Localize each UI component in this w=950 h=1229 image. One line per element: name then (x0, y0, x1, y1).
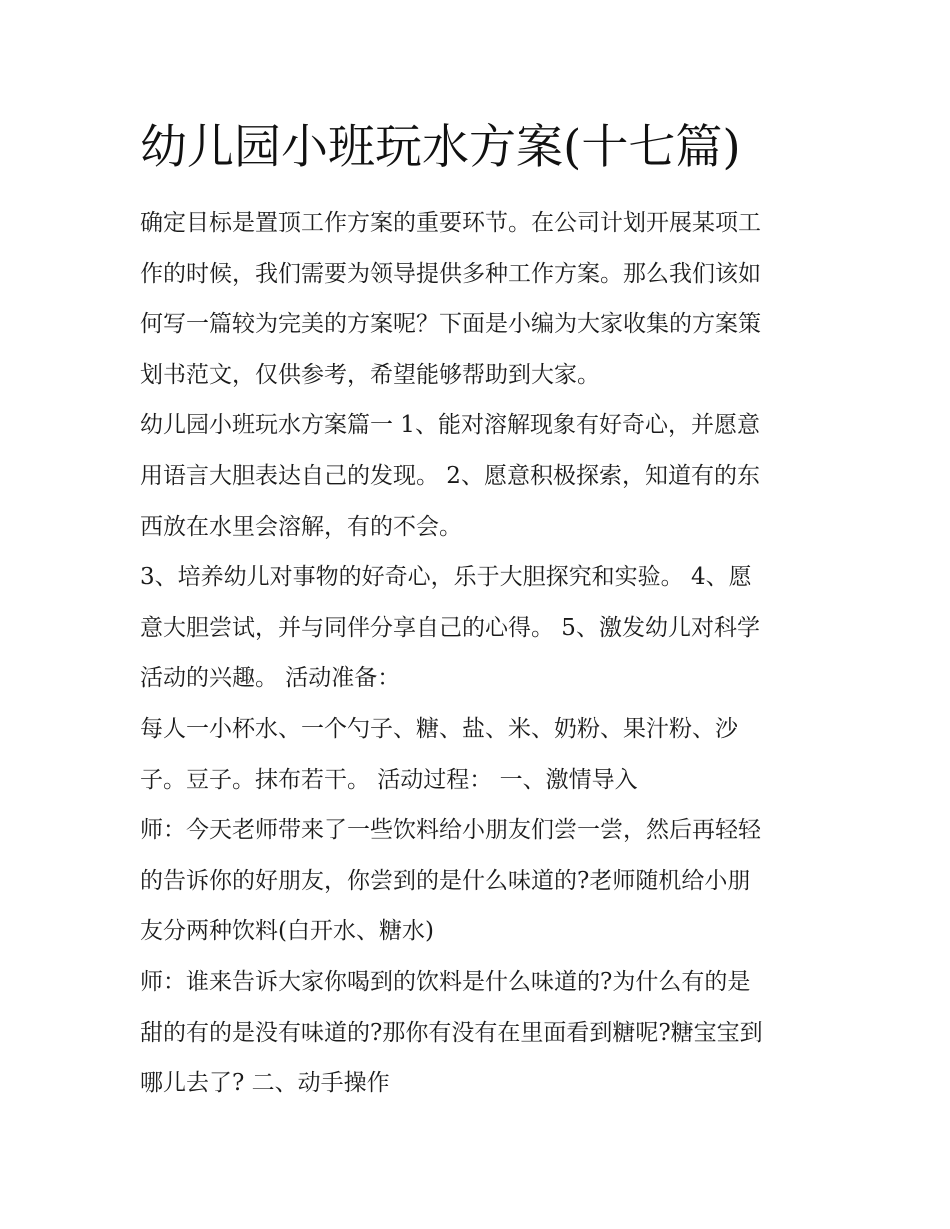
body-line: 西放在水里会溶解，有的不会。 (140, 513, 462, 540)
body-line: 哪儿去了? 二、动手操作 (140, 1070, 390, 1097)
body-line: 子。豆子。抹布若干。 活动过程： 一、激情导入 (140, 766, 638, 793)
body-line: 师：今天老师带来了一些饮料给小朋友们尝一尝，然后再轻轻 (140, 817, 761, 844)
body-line: 何写一篇较为完美的方案呢？下面是小编为大家收集的方案策 (140, 311, 761, 338)
body-line: 用语言大胆表达自己的发现。 2、愿意积极探索，知道有的东 (140, 462, 760, 489)
body-line: 意大胆尝试，并与同伴分享自己的心得。 5、激发幼儿对科学 (140, 614, 760, 641)
body-line: 的告诉你的好朋友，你尝到的是什么味道的?老师随机给小朋 (140, 867, 751, 894)
body-line: 作的时候，我们需要为领导提供多种工作方案。那么我们该如 (140, 260, 761, 287)
body-line: 3、培养幼儿对事物的好奇心，乐于大胆探究和实验。 4、愿 (140, 564, 752, 591)
body-line: 甜的有的是没有味道的?那你有没有在里面看到糖呢?糖宝宝到 (140, 1019, 763, 1046)
body-line: 活动的兴趣。 活动准备： (140, 665, 401, 692)
body-line: 幼儿园小班玩水方案篇一 1、能对溶解现象有好奇心，并愿意 (140, 412, 760, 439)
body-line: 每人一小杯水、一个勺子、糖、盐、米、奶粉、果汁粉、沙 (140, 715, 738, 742)
body-line: 划书范文，仅供参考，希望能够帮助到大家。 (140, 361, 600, 388)
body-line: 确定目标是置顶工作方案的重要环节。在公司计划开展某项工 (140, 210, 761, 236)
body-line: 友分两种饮料(白开水、糖水) (140, 918, 434, 945)
document-title: 幼儿园小班玩水方案(十七篇) (140, 120, 741, 175)
document-body (140, 198, 815, 1109)
body-line: 师：谁来告诉大家你喝到的饮料是什么味道的?为什么有的是 (140, 968, 751, 995)
